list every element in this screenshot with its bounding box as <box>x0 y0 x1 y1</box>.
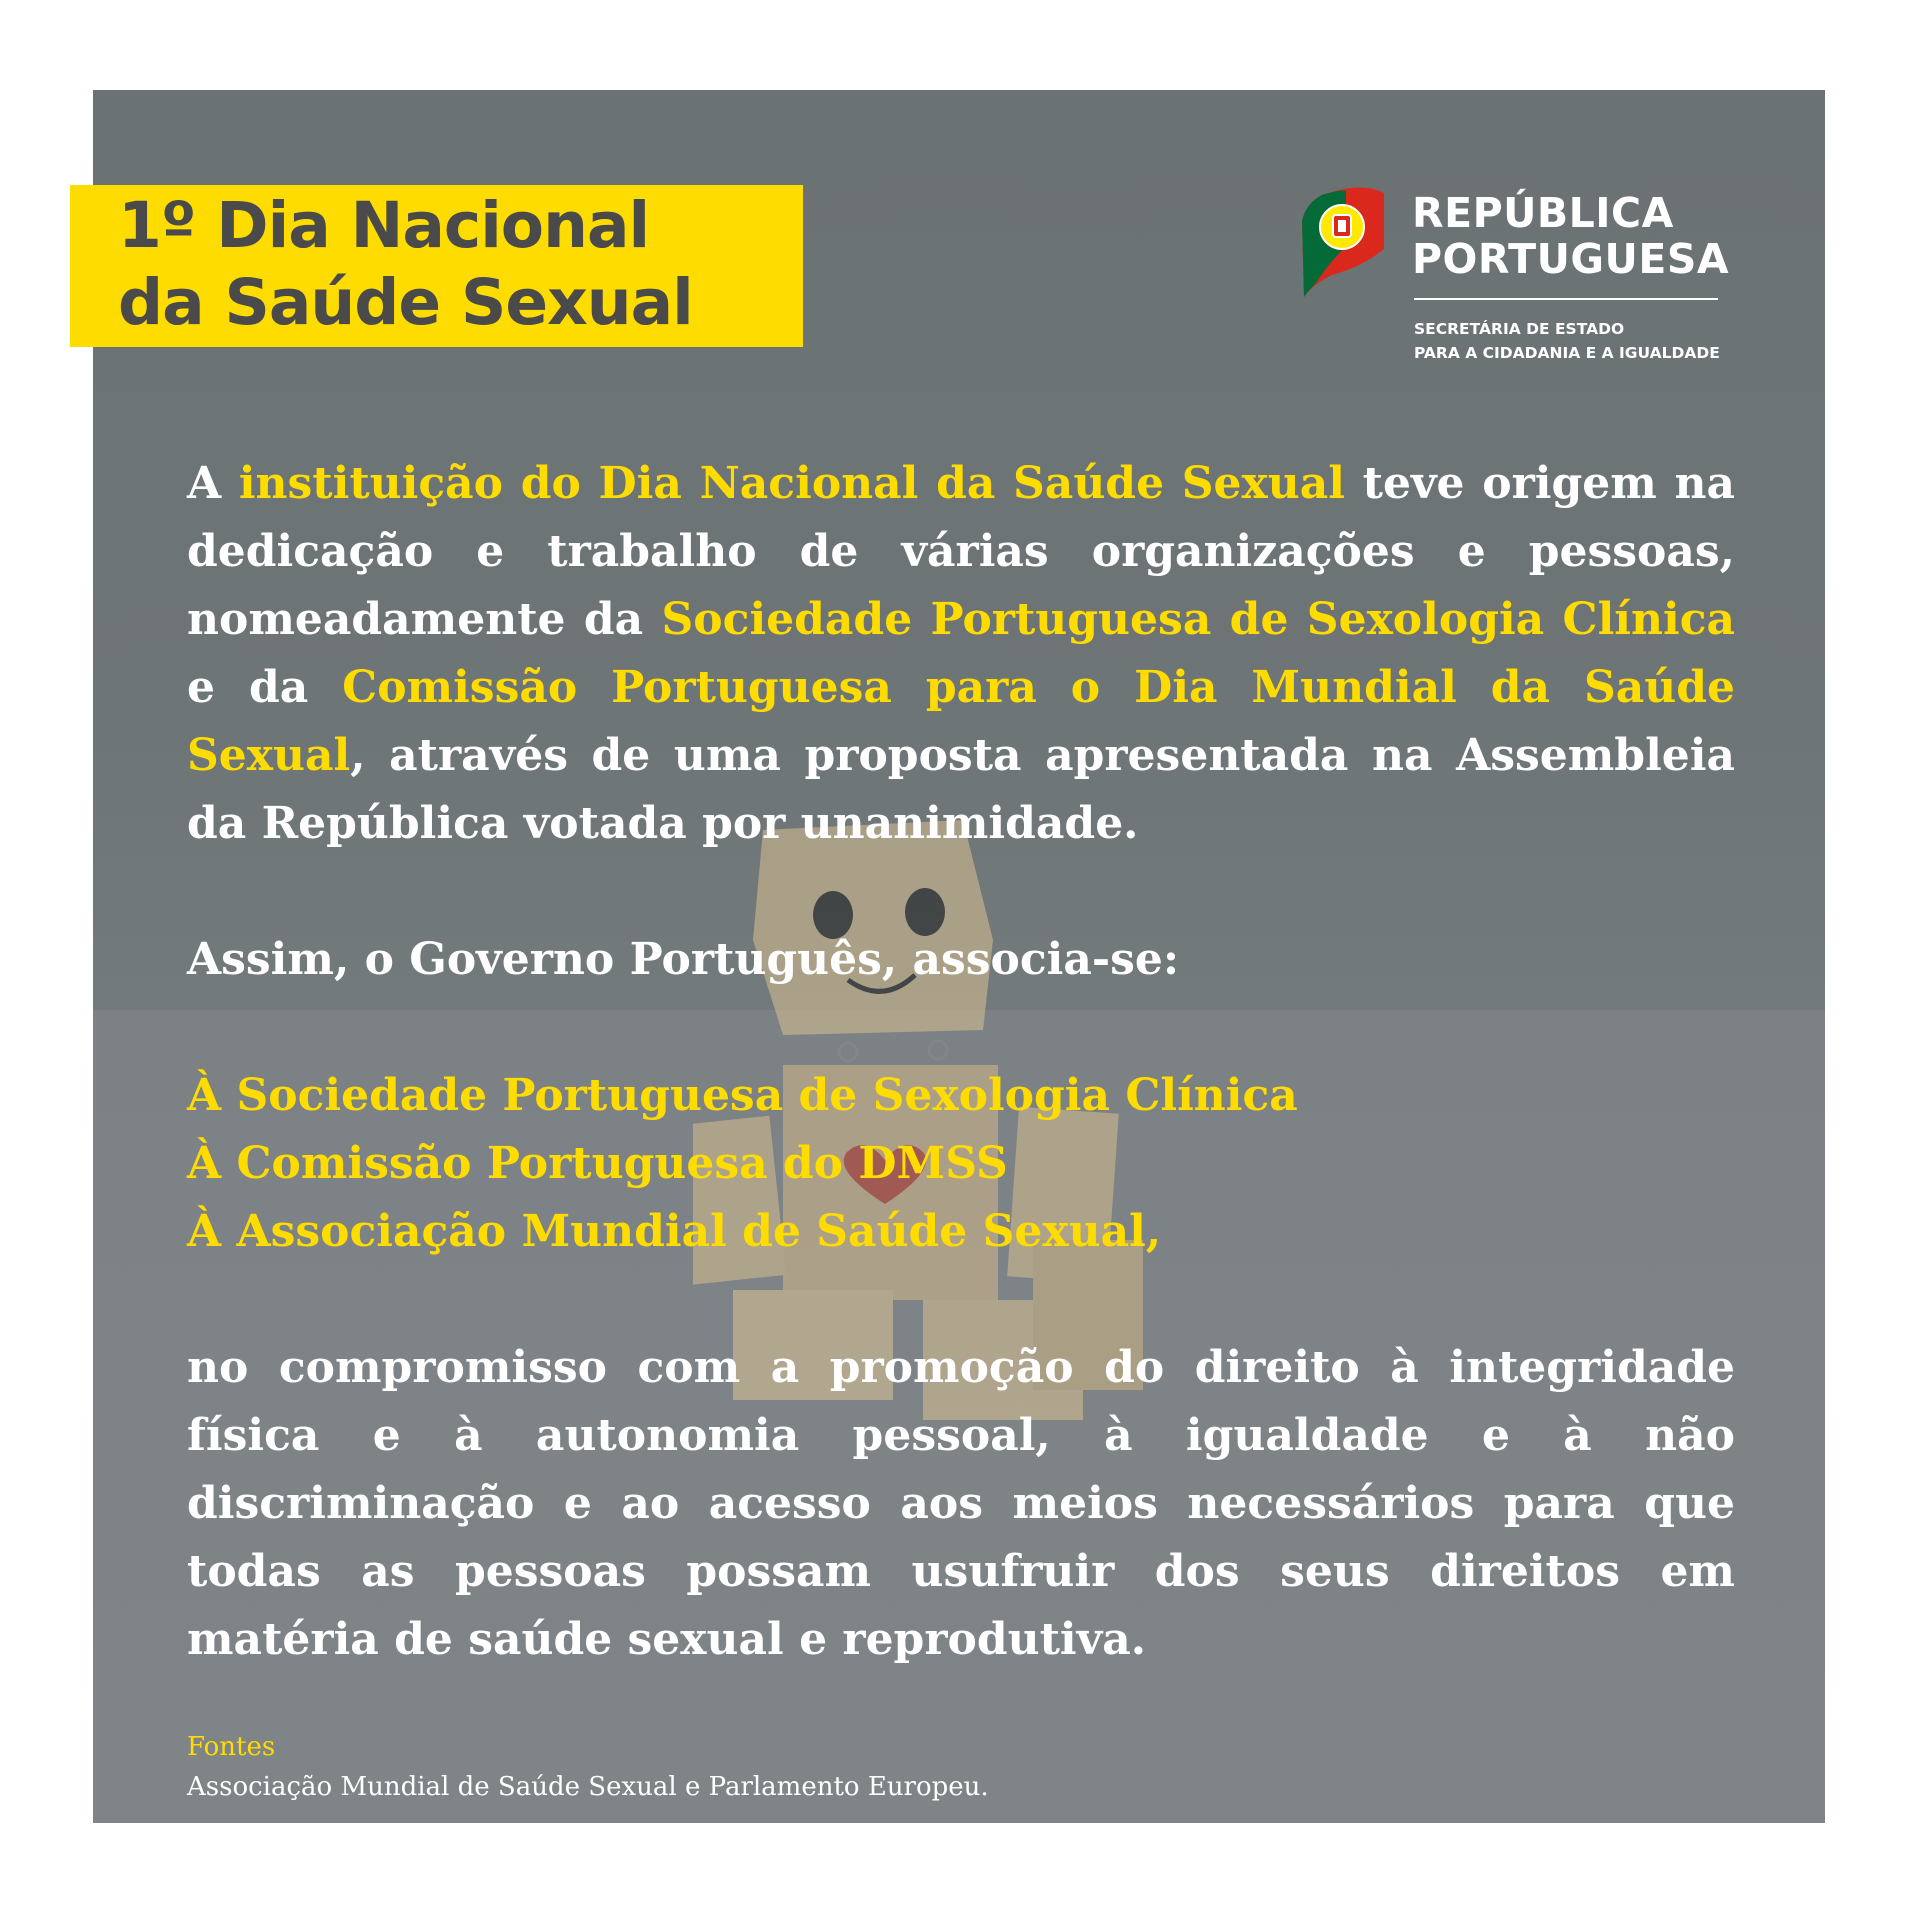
list-item: À Associação Mundial de Saúde Sexual, <box>187 1206 1162 1257</box>
logo-subtitle-line-1: SECRETÁRIA DE ESTADO <box>1414 320 1625 338</box>
logo-title <box>1412 190 1729 282</box>
logo-title-line-1: REPÚBLICA <box>1412 189 1674 237</box>
intro-text-4: , através de uma proposta apresentada na Assembleia da República votada por unanimidade. <box>187 730 1735 849</box>
title-line-2: da Saúde Sexual <box>118 266 693 339</box>
associations-list <box>187 1062 1735 1266</box>
page-title <box>118 187 798 341</box>
highlight-dia-nacional: instituição do Dia Nacional da Saúde Sexual <box>238 458 1345 509</box>
logo-subtitle-line-2: PARA A CIDADANIA E A IGUALDADE <box>1414 344 1720 362</box>
title-line-1: 1º Dia Nacional <box>118 189 650 262</box>
highlight-comissao: Comissão Portuguesa para o Dia Mundial da Saúde Sexual <box>187 662 1736 781</box>
intro-text-3: e da <box>187 662 343 713</box>
intro-text-1: A <box>187 458 239 509</box>
highlight-sociedade: Sociedade Portuguesa de Sexologia Clínica <box>661 594 1736 645</box>
main-text <box>187 450 1735 1674</box>
commitment-paragraph: no compromisso com a promoção do direito à integridade física e à autonomia pessoal, à igualdade e à não discriminação e ao acesso aos meios necessários para que todas as pessoas possam usufruir dos seus direitos em matéria de saúde sexual e reprodutiva. <box>187 1342 1735 1665</box>
sources-text: Associação Mundial de Saúde Sexual e Parlamento Europeu. <box>187 1772 989 1802</box>
sources-label: Fontes <box>187 1732 276 1762</box>
intro-text-2: teve origem na dedicação e trabalho de várias organizações e pessoas, nomeadamente da <box>187 458 1735 645</box>
list-item: À Comissão Portuguesa do DMSS <box>187 1138 1008 1189</box>
intro-paragraph <box>187 450 1735 858</box>
logo-divider <box>1414 298 1718 300</box>
sources <box>187 1727 989 1807</box>
governo-paragraph: Assim, o Governo Português, associa-se: <box>187 934 1180 985</box>
portugal-flag-emblem-icon <box>1302 187 1384 297</box>
list-item: À Sociedade Portuguesa de Sexologia Clínica <box>187 1070 1298 1121</box>
logo-title-line-2: PORTUGUESA <box>1412 235 1730 283</box>
logo-subtitle <box>1414 317 1720 365</box>
